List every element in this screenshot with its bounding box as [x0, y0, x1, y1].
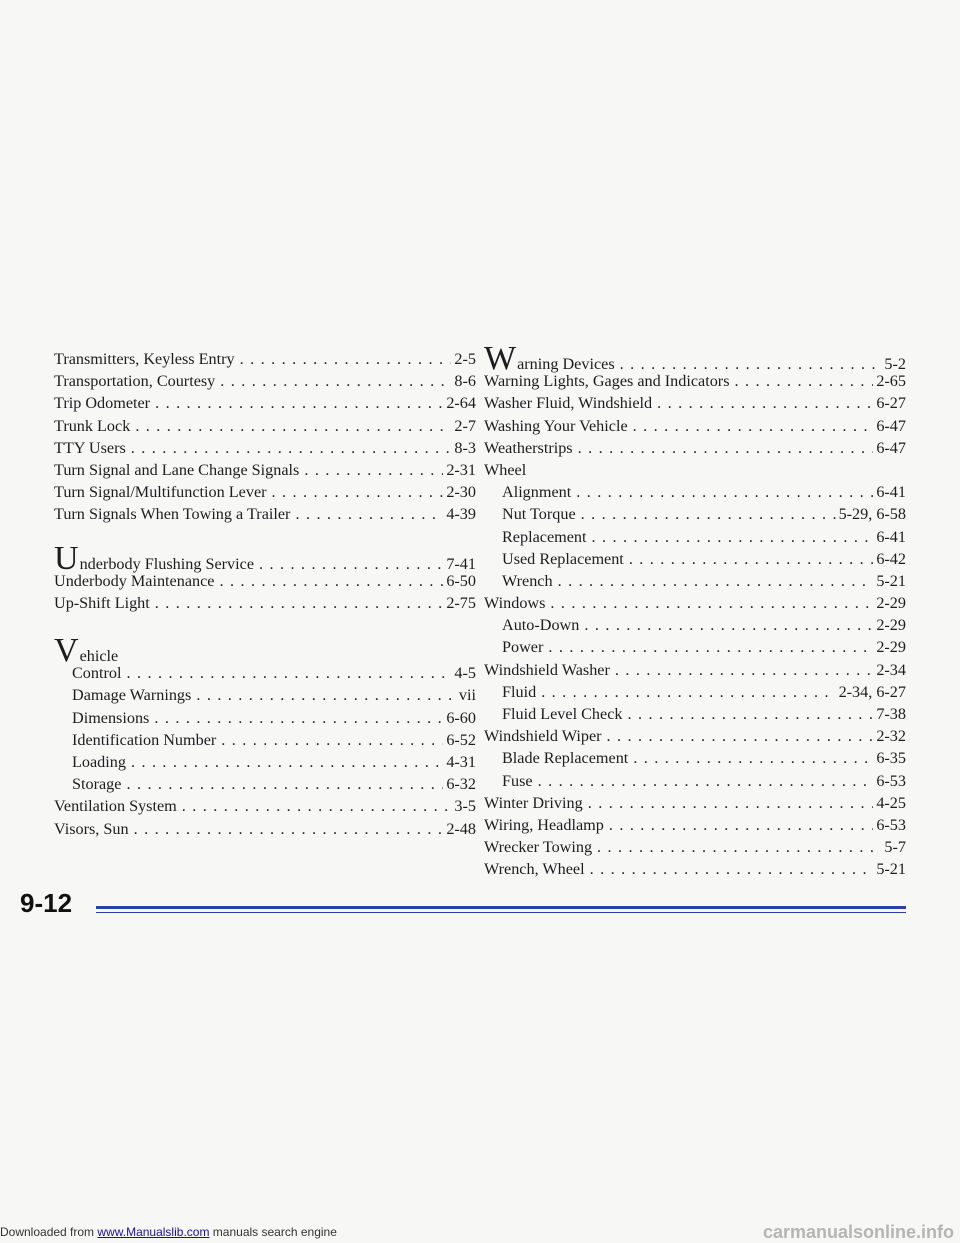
- entry-page: 7-41: [446, 554, 476, 573]
- entry-label: Alignment: [502, 483, 572, 502]
- leader-dots: [155, 592, 444, 614]
- index-entry: [484, 503, 906, 525]
- leader-dots: [633, 747, 873, 769]
- index-entry: [54, 348, 476, 370]
- leader-dots: [584, 614, 873, 636]
- entry-label: Visors, Sun: [54, 819, 129, 838]
- leader-dots: [134, 818, 444, 840]
- entry-label: Nut Torque: [502, 505, 576, 524]
- index-entry: [484, 747, 906, 769]
- entry-page: 2-31: [446, 460, 476, 479]
- entry-page: vii: [458, 686, 476, 705]
- index-entry: [484, 836, 906, 858]
- v-entries: [54, 795, 476, 839]
- index-entry: [54, 503, 476, 525]
- leader-dots: [240, 348, 452, 370]
- index-entry: [54, 751, 476, 773]
- section-letter-v: V: [54, 632, 79, 670]
- entry-label: Turn Signal/Multifunction Lever: [54, 483, 267, 502]
- entry-page: 4-5: [454, 664, 476, 683]
- leader-dots: [126, 662, 451, 684]
- section-letter-w: W: [484, 340, 517, 377]
- entry-page: 8-6: [454, 372, 476, 391]
- index-entry-underbody-flushing: [54, 539, 476, 577]
- index-entry: [54, 729, 476, 751]
- entry-label: ehicle: [79, 647, 119, 666]
- entry-label: Identification Number: [72, 730, 217, 749]
- watermark: carmanualsonline.info: [762, 1222, 954, 1242]
- leader-dots: [219, 570, 443, 592]
- entry-label: Blade Replacement: [502, 749, 629, 768]
- leader-dots: [126, 773, 443, 795]
- leader-dots: [295, 503, 443, 525]
- entry-page: 2-32: [876, 727, 906, 746]
- entry-page: 2-5: [454, 350, 476, 368]
- entry-page: 2-75: [446, 593, 476, 612]
- entry-label: Transportation, Courtesy: [54, 372, 216, 391]
- leader-dots: [615, 659, 873, 681]
- entry-label: Fuse: [502, 771, 533, 790]
- leader-dots: [220, 370, 451, 392]
- index-entry: [54, 437, 476, 459]
- entry-page: 2-29: [876, 594, 906, 613]
- entry-label: Up-Shift Light: [54, 593, 150, 612]
- entry-page: 2-34: [876, 660, 906, 679]
- index-entry: [484, 858, 906, 880]
- index-entry: [484, 681, 906, 703]
- index-entry: [54, 662, 476, 684]
- entry-label: Warning Lights, Gages and Indicators: [484, 372, 730, 391]
- index-entry: [484, 703, 906, 725]
- index-entry: [54, 707, 476, 729]
- section-letter-u: U: [54, 539, 79, 577]
- entry-label: Washing Your Vehicle: [484, 416, 628, 435]
- vehicle-sub-entries: [54, 662, 476, 795]
- entry-page: 6-47: [876, 438, 906, 457]
- index-entry: [484, 548, 906, 570]
- entry-label: Storage: [72, 775, 122, 794]
- entry-page: 2-34, 6-27: [838, 682, 906, 701]
- entry-page: 2-30: [446, 483, 476, 502]
- leader-dots: [155, 392, 443, 414]
- entry-page: 6-60: [446, 708, 476, 727]
- entry-page: 5-7: [884, 838, 906, 857]
- index-entry: [484, 770, 906, 792]
- entry-page: 2-7: [454, 416, 476, 435]
- entry-label: Trunk Lock: [54, 416, 131, 435]
- index-entry: [484, 570, 906, 592]
- page-number: 9-12: [20, 888, 73, 918]
- index-entry: [54, 392, 476, 414]
- leader-dots: [735, 370, 874, 392]
- leader-dots: [154, 707, 443, 729]
- index-left-column: [54, 348, 476, 840]
- entry-label: Fluid: [502, 682, 537, 701]
- entry-page: 3-5: [454, 797, 476, 816]
- entry-page: 5-2: [884, 355, 906, 373]
- entry-label: Trip Odometer: [54, 394, 151, 413]
- u-entries: [54, 570, 476, 614]
- index-entry: [484, 437, 906, 459]
- entry-label: Used Replacement: [502, 549, 624, 568]
- entry-page: 2-65: [876, 372, 906, 391]
- footer-rule: [96, 906, 906, 909]
- entry-label: Power: [502, 638, 544, 657]
- leader-dots: [131, 751, 443, 773]
- index-entry: [484, 592, 906, 614]
- entry-page: 5-21: [876, 860, 906, 879]
- index-entry: [54, 415, 476, 437]
- entry-page: 5-29, 6-58: [838, 505, 906, 524]
- download-prefix: Downloaded from: [0, 1225, 95, 1239]
- index-entry: [484, 792, 906, 814]
- entry-label: Windshield Wiper: [484, 727, 602, 746]
- entry-label: Transmitters, Keyless Entry: [54, 350, 235, 368]
- index-entry: [54, 818, 476, 840]
- leader-dots: [131, 437, 452, 459]
- entry-label: Damage Warnings: [72, 686, 192, 705]
- download-suffix: manuals search engine: [212, 1225, 337, 1239]
- entry-label: Turn Signal and Lane Change Signals: [54, 460, 300, 479]
- entry-label: Wrecker Towing: [484, 838, 593, 857]
- index-entry: [54, 570, 476, 592]
- manualslib-link[interactable]: www.Manualslib.com: [97, 1225, 210, 1239]
- leader-dots: [627, 703, 873, 725]
- index-right-column: [484, 340, 906, 881]
- index-entry: [54, 795, 476, 817]
- entry-page: 6-50: [446, 571, 476, 590]
- entry-page: 6-52: [446, 730, 476, 749]
- index-entry: [54, 773, 476, 795]
- index-entry: [484, 614, 906, 636]
- index-entry: [54, 459, 476, 481]
- leader-dots: [304, 459, 443, 481]
- entry-page: 7-38: [876, 705, 906, 723]
- leader-dots: [609, 814, 874, 836]
- index-entry: [484, 415, 906, 437]
- entry-page: 6-47: [876, 416, 906, 435]
- entry-label: Wrench, Wheel: [484, 860, 585, 879]
- index-entry: [484, 370, 906, 392]
- entry-label: Windshield Washer: [484, 660, 610, 679]
- leader-dots: [597, 836, 881, 858]
- entry-label: Turn Signals When Towing a Trailer: [54, 505, 291, 524]
- entry-page: 6-53: [876, 771, 906, 790]
- leader-dots: [592, 526, 874, 548]
- leader-dots: [590, 858, 874, 880]
- leader-dots: [607, 725, 874, 747]
- entry-label: Control: [72, 664, 122, 683]
- leader-dots: [629, 548, 874, 570]
- entry-label: Ventilation System: [54, 797, 177, 816]
- entry-page: 4-39: [446, 505, 476, 524]
- entry-page: 6-41: [876, 483, 906, 502]
- entry-page: 2-29: [876, 616, 906, 635]
- leader-dots: [657, 392, 873, 414]
- entry-label: Dimensions: [72, 708, 150, 727]
- leader-dots: [538, 770, 874, 792]
- entry-page: 2-64: [446, 394, 476, 413]
- leader-dots: [588, 792, 874, 814]
- entry-page: 5-21: [876, 571, 906, 590]
- w-entries: [484, 370, 906, 880]
- entry-label: nderbody Flushing Service: [79, 554, 255, 573]
- leader-dots: [550, 592, 873, 614]
- index-entry: [484, 659, 906, 681]
- index-entry: [484, 459, 906, 481]
- index-entry: [54, 592, 476, 614]
- entry-label: Loading: [72, 753, 126, 771]
- leader-dots: [541, 681, 835, 703]
- entry-label: Weatherstrips: [484, 438, 573, 457]
- leader-dots: [578, 437, 874, 459]
- leader-dots: [548, 636, 873, 658]
- leader-dots: [182, 795, 452, 817]
- index-entry-warning-devices: [484, 340, 906, 377]
- entry-label: Windows: [484, 594, 546, 613]
- entry-label: Replacement: [502, 527, 587, 546]
- t-entries: [54, 348, 476, 526]
- entry-label: Auto-Down: [502, 616, 580, 635]
- entry-label: Wheel: [484, 460, 527, 479]
- leader-dots: [558, 570, 874, 592]
- footer-rule-thin: [96, 912, 906, 913]
- entry-page: 2-48: [446, 819, 476, 838]
- leader-dots: [135, 415, 451, 437]
- index-entry: [484, 725, 906, 747]
- leader-dots: [221, 729, 443, 751]
- entry-label: Washer Fluid, Windshield: [484, 394, 653, 413]
- index-entry: [484, 814, 906, 836]
- leader-dots: [581, 503, 836, 525]
- entry-page: 6-27: [876, 394, 906, 413]
- entry-label: arning Devices: [517, 355, 615, 373]
- index-entry: [54, 684, 476, 706]
- index-heading-vehicle: [54, 632, 476, 670]
- index-entry: [484, 636, 906, 658]
- entry-label: Winter Driving: [484, 793, 583, 812]
- entry-label: Underbody Maintenance: [54, 571, 215, 590]
- entry-label: TTY Users: [54, 438, 126, 457]
- entry-page: 6-42: [876, 549, 906, 568]
- leader-dots: [633, 415, 874, 437]
- leader-dots: [576, 481, 873, 503]
- entry-label: Fluid Level Check: [502, 705, 623, 723]
- entry-page: 2-29: [876, 638, 906, 657]
- leader-dots: [196, 684, 456, 706]
- entry-page: 4-31: [446, 753, 476, 771]
- index-entry: [484, 481, 906, 503]
- leader-dots: [272, 481, 444, 503]
- entry-label: Wiring, Headlamp: [484, 815, 604, 834]
- download-header: [0, 1225, 337, 1239]
- entry-label: Wrench: [502, 571, 553, 590]
- entry-page: 6-53: [876, 815, 906, 834]
- entry-page: 8-3: [454, 438, 476, 457]
- index-entry: [54, 370, 476, 392]
- index-entry: [54, 481, 476, 503]
- entry-page: 6-32: [446, 775, 476, 794]
- index-entry: [484, 392, 906, 414]
- entry-page: 6-41: [876, 527, 906, 546]
- index-entry: [484, 526, 906, 548]
- entry-page: 4-25: [876, 793, 906, 812]
- entry-page: 6-35: [876, 749, 906, 768]
